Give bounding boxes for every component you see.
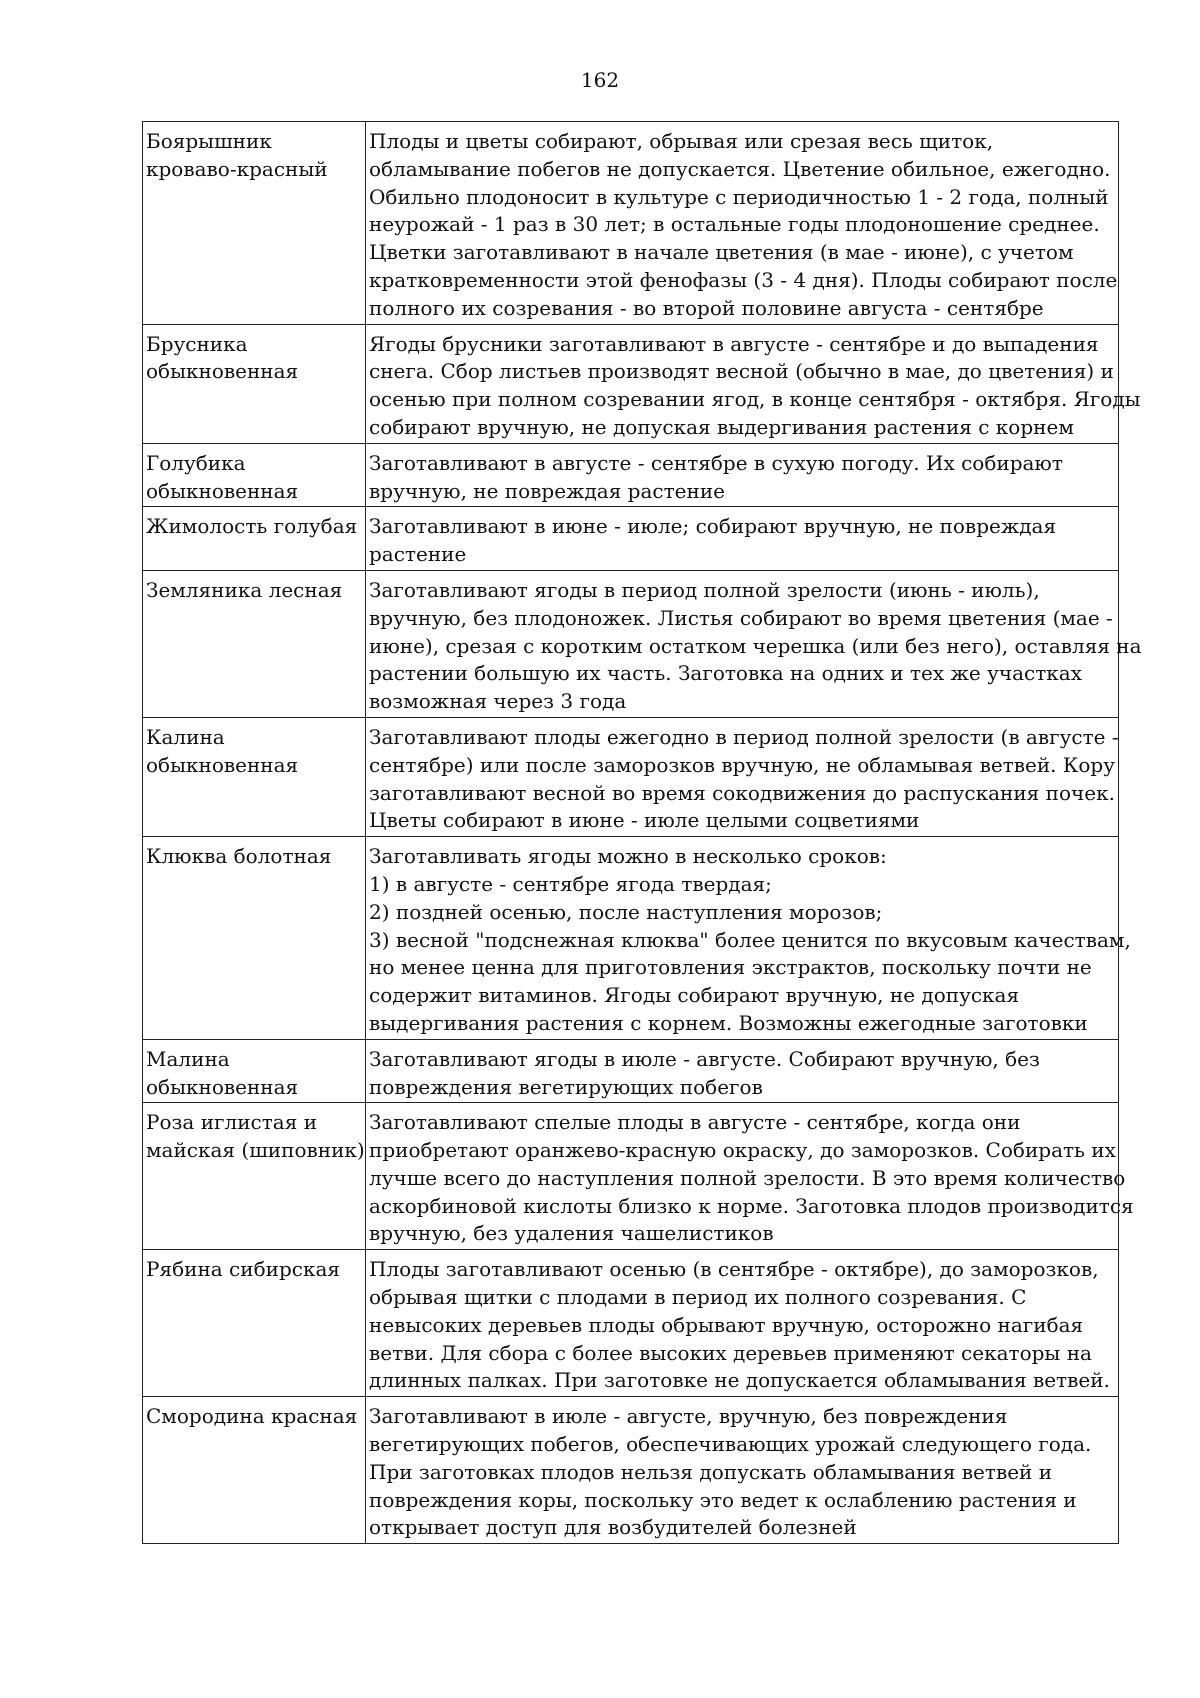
harvest-description-line: Цветы собирают в июне - июле целыми соцветиями xyxy=(369,808,920,833)
harvest-description-line: вегетирующих побегов, обеспечивающих урожай следующего года. xyxy=(369,1432,1092,1457)
plant-name-line: майская (шиповник) xyxy=(146,1138,365,1163)
harvest-description-line: аскорбиновой кислоты близко к норме. Заготовка плодов производится xyxy=(369,1193,1134,1218)
harvest-description-line: приобретают оранжево-красную окраску, до заморозков. Собирать их xyxy=(369,1138,1116,1163)
plant-name-cell xyxy=(143,1397,366,1544)
table-row xyxy=(143,1250,1119,1397)
plant-name-line: Рябина сибирская xyxy=(146,1257,341,1282)
plant-name-line: Малина xyxy=(146,1046,230,1071)
table-row xyxy=(143,443,1119,507)
plant-name-cell xyxy=(143,570,366,717)
table-row xyxy=(143,717,1119,836)
harvest-description-line: длинных палках. При заготовке не допускается обламывания ветвей. xyxy=(369,1368,1110,1393)
harvest-description-line: повреждения коры, поскольку это ведет к ослаблению растения и xyxy=(369,1487,1077,1512)
harvest-description-line: Заготавливают в июне - июле; собирают вручную, не повреждая xyxy=(369,514,1057,539)
harvest-description-line: Ягоды брусники заготавливают в августе - сентябре и до выпадения xyxy=(369,331,1099,356)
harvest-description-line: вручную, без плодоножек. Листья собирают во время цветения (мае - xyxy=(369,605,1113,630)
harvest-description-cell xyxy=(366,324,1141,443)
harvest-description-cell xyxy=(366,1250,1119,1397)
harvest-description-line: лучше всего до наступления полной зрелости. В это время количество xyxy=(369,1165,1126,1190)
harvest-description-line: выдергивания растения с корнем. Возможны ежегодные заготовки xyxy=(369,1010,1088,1035)
plant-name-cell xyxy=(143,837,366,1040)
plant-name-cell xyxy=(143,324,366,443)
table-row xyxy=(143,837,1119,1040)
page-number: 162 xyxy=(580,68,620,92)
plant-name-cell xyxy=(143,717,366,836)
harvest-description-line: Заготавливать ягоды можно в несколько сроков: xyxy=(369,844,887,869)
table-row xyxy=(143,122,1119,325)
table-row xyxy=(143,1397,1119,1544)
plant-name-line: обыкновенная xyxy=(146,752,299,777)
plant-name-cell xyxy=(143,1103,366,1250)
harvest-description-line: снега. Сбор листьев производят весной (обычно в мае, до цветения) и xyxy=(369,359,1114,384)
table-row xyxy=(143,1039,1119,1103)
harvest-description-line: осенью при полном созревании ягод, в конце сентября - октября. Ягоды xyxy=(369,387,1141,412)
harvest-description-cell xyxy=(366,507,1119,571)
harvest-description-line: 3) весной "подснежная клюква" более ценится по вкусовым качествам, xyxy=(369,927,1131,952)
harvest-description-cell xyxy=(366,570,1142,717)
harvest-description-line: вручную, не повреждая растение xyxy=(369,478,726,503)
harvest-description-line: собирают вручную, не допуская выдергивания растения с корнем xyxy=(369,414,1074,439)
harvest-description-line: При заготовках плодов нельзя допускать обламывания ветвей и xyxy=(369,1459,1053,1484)
harvest-description-cell xyxy=(366,122,1119,325)
harvest-description-line: Заготавливают в июле - августе, вручную, без повреждения xyxy=(369,1404,1008,1429)
plant-name-cell xyxy=(143,122,366,325)
plant-name-line: Роза иглистая и xyxy=(146,1110,318,1135)
harvest-description-line: возможная через 3 года xyxy=(369,689,627,714)
harvest-description-cell xyxy=(366,443,1119,507)
harvest-description-line: невысоких деревьев плоды обрывают вручную, осторожно нагибая xyxy=(369,1312,1084,1337)
plant-name-cell xyxy=(143,1250,366,1397)
plant-name-cell xyxy=(143,1039,366,1103)
harvest-description-line: 2) поздней осенью, после наступления морозов; xyxy=(369,899,883,924)
plant-name-line: кроваво-красный xyxy=(146,156,328,181)
harvest-description-cell xyxy=(366,837,1131,1040)
harvest-description-line: Цветки заготавливают в начале цветения (в мае - июне), с учетом xyxy=(369,240,1074,265)
plant-name-line: Брусника xyxy=(146,331,248,356)
plant-name-line: обыкновенная xyxy=(146,359,299,384)
harvest-description-line: содержит витаминов. Ягоды собирают вручную, не допуская xyxy=(369,983,1020,1008)
harvest-description-line: Обильно плодоносит в культуре с периодичностью 1 - 2 года, полный xyxy=(369,184,1109,209)
harvest-description-line: растении большую их часть. Заготовка на одних и тех же участках xyxy=(369,661,1082,686)
harvest-description-line: повреждения вегетирующих побегов xyxy=(369,1074,763,1099)
plant-name-cell xyxy=(143,507,366,571)
table-row xyxy=(143,1103,1119,1250)
harvest-description-line: открывает доступ для возбудителей болезней xyxy=(369,1515,857,1540)
harvest-table-body xyxy=(143,122,1142,1544)
harvest-description-line: Заготавливают плоды ежегодно в период полной зрелости (в августе - xyxy=(369,724,1119,749)
harvest-description-line: вручную, без удаления чашелистиков xyxy=(369,1221,774,1246)
table-row xyxy=(143,324,1119,443)
harvest-description-cell xyxy=(366,1103,1134,1250)
plant-name-line: Жимолость голубая xyxy=(146,514,358,539)
harvest-description-line: неурожай - 1 раз в 30 лет; в остальные годы плодоношение среднее. xyxy=(369,212,1100,237)
plant-name-line: Калина xyxy=(146,724,225,749)
harvest-description-line: Заготавливают спелые плоды в августе - сентябре, когда они xyxy=(369,1110,1021,1135)
harvest-description-line: обламывание побегов не допускается. Цветение обильное, ежегодно. xyxy=(369,156,1111,181)
plant-name-cell xyxy=(143,443,366,507)
harvest-description-line: сентябре) или после заморозков вручную, не обламывая ветвей. Кору xyxy=(369,752,1115,777)
table-row xyxy=(143,507,1119,571)
plant-name-line: обыкновенная xyxy=(146,478,299,503)
harvest-description-cell xyxy=(366,1039,1119,1103)
table-row xyxy=(143,570,1119,717)
harvest-description-cell xyxy=(366,717,1119,836)
plant-name-line: Голубика xyxy=(146,450,246,475)
plant-name-line: Смородина красная xyxy=(146,1404,358,1429)
harvest-description-line: Заготавливают ягоды в июле - августе. Собирают вручную, без xyxy=(369,1046,1040,1071)
harvest-description-line: заготавливают весной во время сокодвижения до распускания почек. xyxy=(369,780,1115,805)
harvest-description-line: июне), срезая с коротким остатком черешка (или без него), оставляя на xyxy=(369,633,1142,658)
harvest-description-line: Заготавливают в августе - сентябре в сухую погоду. Их собирают xyxy=(369,450,1063,475)
harvest-description-cell xyxy=(366,1397,1119,1544)
plant-name-line: обыкновенная xyxy=(146,1074,299,1099)
plant-name-line: Боярышник xyxy=(146,129,272,153)
plant-name-line: Клюква болотная xyxy=(146,844,332,869)
harvest-description-line: но менее ценна для приготовления экстрактов, поскольку почти не xyxy=(369,955,1092,980)
plant-name-line: Земляника лесная xyxy=(146,577,343,602)
harvest-table xyxy=(142,121,1142,1544)
harvest-description-line: Плоды и цветы собирают, обрывая или срезая весь щиток, xyxy=(369,129,994,153)
harvest-description-line: кратковременности этой фенофазы (3 - 4 дня). Плоды собирают после xyxy=(369,267,1118,292)
harvest-description-line: растение xyxy=(369,542,467,567)
harvest-description-line: 1) в августе - сентябре ягода твердая; xyxy=(369,871,772,896)
harvest-description-line: ветви. Для сбора с более высоких деревьев применяют секаторы на xyxy=(369,1340,1092,1365)
harvest-description-line: Заготавливают ягоды в период полной зрелости (июнь - июль), xyxy=(369,577,1040,602)
harvest-description-line: обрывая щитки с плодами в период их полного созревания. С xyxy=(369,1285,1027,1310)
harvest-description-line: полного их созревания - во второй половине августа - сентябре xyxy=(369,295,1044,320)
harvest-description-line: Плоды заготавливают осенью (в сентябре - октябре), до заморозков, xyxy=(369,1257,1099,1282)
